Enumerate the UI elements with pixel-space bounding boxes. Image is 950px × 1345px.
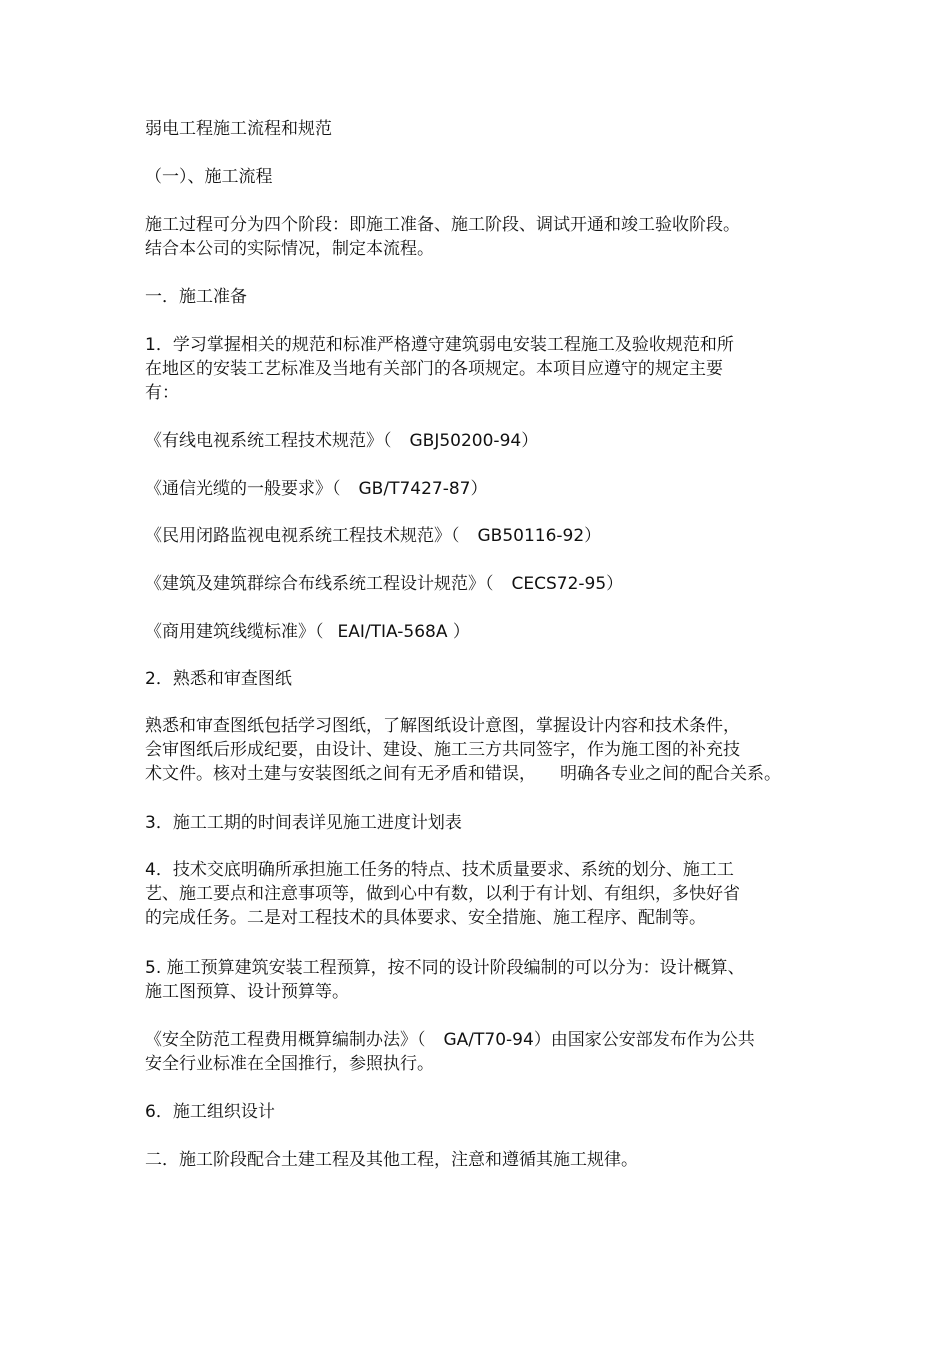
paragraph-line: 会审图纸后形成纪要，由设计、建设、施工三方共同签字，作为施工图的补充技 bbox=[145, 740, 740, 760]
item-2-paragraph bbox=[145, 714, 805, 786]
heading-text: 6．施工组织设计 bbox=[145, 1102, 275, 1122]
paragraph-line: 安全行业标准在全国推行，参照执行。 bbox=[145, 1054, 434, 1074]
standard-name: 《通信光缆的一般要求》（ bbox=[145, 479, 341, 499]
standard-code: GBJ50200-94） bbox=[409, 431, 539, 451]
heading-text: 二．施工阶段配合土建工程及其他工程，注意和遵循其施工规律。 bbox=[145, 1150, 638, 1170]
standard-name: 《有线电视系统工程技术规范》（ bbox=[145, 431, 392, 451]
paragraph-line: 施工图预算、设计预算等。 bbox=[145, 982, 349, 1002]
standard-code: EAI/TIA-568A ） bbox=[337, 622, 470, 642]
heading-text: 2．熟悉和审查图纸 bbox=[145, 669, 292, 689]
item-2-heading bbox=[145, 667, 805, 691]
item-3-line bbox=[145, 811, 805, 835]
standard-name: 《安全防范工程费用概算编制办法》（ bbox=[145, 1030, 426, 1050]
paragraph-line bbox=[145, 762, 805, 786]
standard-line bbox=[145, 429, 805, 453]
standard-line bbox=[145, 620, 805, 644]
paragraph-line: 结合本公司的实际情况，制定本流程。 bbox=[145, 239, 434, 259]
paragraph-line: 施工过程可分为四个阶段：即施工准备、施工阶段、调试开通和竣工验收阶段。 bbox=[145, 215, 740, 235]
paragraph-line: 5. 施工预算建筑安装工程预算，按不同的设计阶段编制的可以分为：设计概算、 bbox=[145, 958, 745, 978]
item-6-heading bbox=[145, 1100, 805, 1124]
section-heading-text: （一）、施工流程 bbox=[145, 167, 273, 187]
paragraph-line: 熟悉和审查图纸包括学习图纸，了解图纸设计意图，掌握设计内容和技术条件， bbox=[145, 716, 740, 736]
intro-paragraph bbox=[145, 213, 805, 261]
paragraph-line: 有： bbox=[145, 383, 179, 403]
heading-text: 一．施工准备 bbox=[145, 287, 247, 307]
item-4-paragraph bbox=[145, 858, 805, 930]
paragraph-segment: 术文件。核对土建与安装图纸之间有无矛盾和错误， bbox=[145, 764, 536, 784]
paragraph-line: 的完成任务。二是对工程技术的具体要求、安全措施、施工程序、配制等。 bbox=[145, 908, 706, 928]
standard-code: GB/T7427-87） bbox=[358, 479, 488, 499]
item-1-paragraph bbox=[145, 333, 805, 405]
section-heading bbox=[145, 165, 805, 189]
document-title bbox=[145, 117, 805, 141]
standard-line bbox=[145, 524, 805, 548]
standard-code: GA/T70-94）由国家公安部发布作为公共 bbox=[443, 1030, 755, 1050]
paragraph-line: 在地区的安装工艺标准及当地有关部门的各项规定。本项目应遵守的规定主要 bbox=[145, 359, 723, 379]
item-5-paragraph bbox=[145, 956, 805, 1004]
standard-name: 《商用建筑线缆标准》（ bbox=[145, 622, 324, 642]
standard-name: 《民用闭路监视电视系统工程技术规范》（ bbox=[145, 526, 460, 546]
title-text: 弱电工程施工流程和规范 bbox=[145, 119, 332, 139]
paragraph-line: 4．技术交底明确所承担施工任务的特点、技术质量要求、系统的划分、施工工 bbox=[145, 860, 734, 880]
standard-code: CECS72-95） bbox=[511, 574, 624, 594]
standard-line bbox=[145, 572, 805, 596]
standard-line bbox=[145, 477, 805, 501]
standard-code: GB50116-92） bbox=[477, 526, 602, 546]
paragraph-segment: 明确各专业之间的配合关系。 bbox=[560, 764, 781, 784]
item-5-standard bbox=[145, 1028, 805, 1076]
standard-name: 《建筑及建筑群综合布线系统工程设计规范》（ bbox=[145, 574, 494, 594]
paragraph-line: 1．学习掌握相关的规范和标准严格遵守建筑弱电安装工程施工及验收规范和所 bbox=[145, 335, 734, 355]
paragraph-line: 艺、施工要点和注意事项等，做到心中有数，以利于有计划、有组织，多快好省 bbox=[145, 884, 740, 904]
heading-preparation bbox=[145, 285, 805, 309]
paragraph-line: 3．施工工期的时间表详见施工进度计划表 bbox=[145, 813, 462, 833]
heading-construction bbox=[145, 1148, 805, 1172]
